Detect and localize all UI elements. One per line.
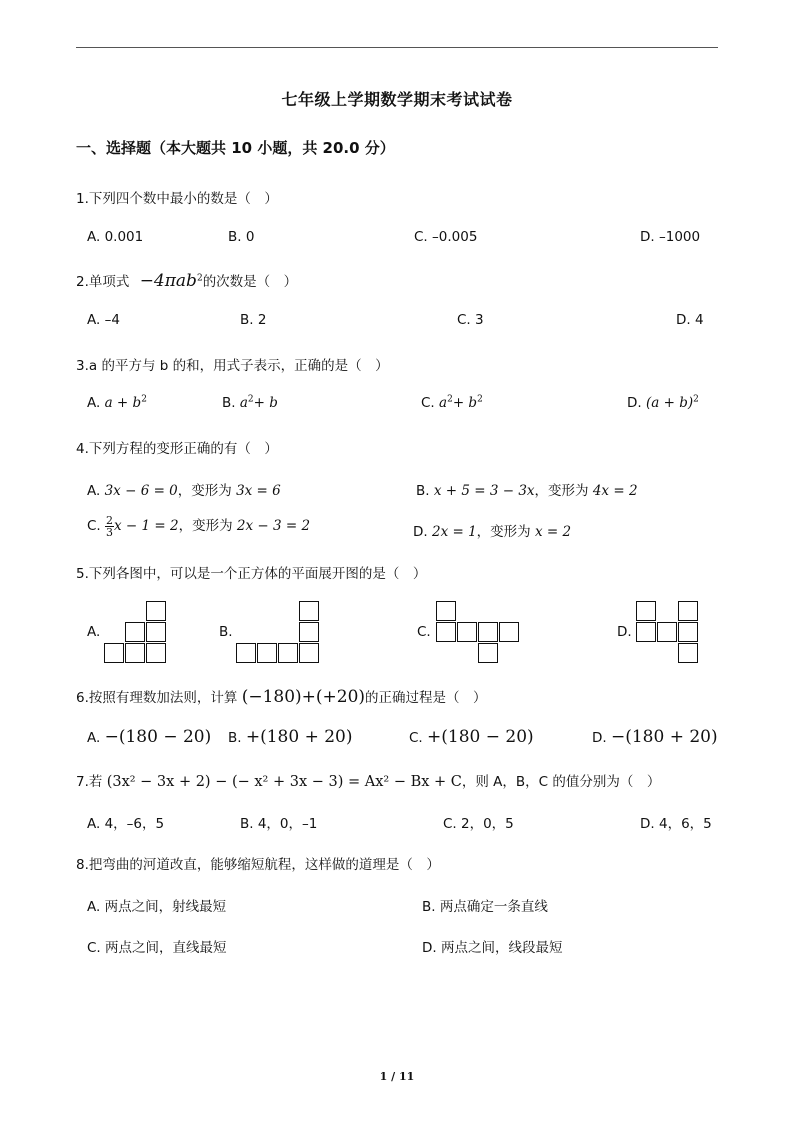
q4-option-b-label: B. <box>416 483 430 499</box>
cube-face <box>678 643 698 663</box>
question-4: 4.下列方程的变形正确的有（ ） <box>76 441 278 457</box>
q4-option-d-label: D. <box>413 524 428 540</box>
q3-option-c-expr2: + b <box>452 395 478 411</box>
q3-option-b-expr2: + b <box>253 395 278 411</box>
q7-option-a: A. 4，–6，5 <box>87 816 165 832</box>
question-2 <box>76 270 297 291</box>
question-7 <box>76 770 660 790</box>
q7-stem-pre: 7.若 <box>76 774 103 790</box>
q4-option-c <box>87 514 310 538</box>
q3-option-a-label: A. <box>87 395 101 411</box>
q6-option-a-expr: −(180 − 20) <box>104 727 212 747</box>
header-rule <box>76 47 718 48</box>
q3-option-b-label: B. <box>222 395 236 411</box>
q6-option-a-label: A. <box>87 730 101 746</box>
question-8: 8.把弯曲的河道改直，能够缩短航程，这样做的道理是（ ） <box>76 857 440 873</box>
q4-option-a-eq2: 3x = 6 <box>236 483 281 499</box>
q4-option-c-text: ，变形为 <box>178 518 233 534</box>
q4-option-b-eq1: x + 5 = 3 − 3x <box>433 483 535 499</box>
q6-stem-post: 的正确过程是（ ） <box>365 690 487 706</box>
cube-face <box>299 643 319 663</box>
q1-option-d: D. –1000 <box>640 229 701 245</box>
cube-face <box>125 622 145 642</box>
cube-face <box>146 601 166 621</box>
q4-option-a-eq1: 3x − 6 = 0 <box>104 483 178 499</box>
q6-option-b-label: B. <box>228 730 242 746</box>
q1-option-b: B. 0 <box>228 229 255 245</box>
q5-option-b-label: B. <box>219 624 233 640</box>
q4-option-a <box>87 479 281 499</box>
q3-option-d-exp: 2 <box>693 394 699 405</box>
q6-option-d-expr: −(180 + 20) <box>610 727 718 747</box>
q6-option-c-expr: +(180 − 20) <box>427 727 534 747</box>
q6-option-d-label: D. <box>592 730 607 746</box>
q3-option-c <box>421 395 483 411</box>
q8-option-b: B. 两点确定一条直线 <box>422 899 548 915</box>
q2-option-c: C. 3 <box>457 312 484 328</box>
cube-face <box>257 643 277 663</box>
q8-option-d: D. 两点之间，线段最短 <box>422 940 563 956</box>
q4-option-b <box>416 479 638 499</box>
q8-option-c: C. 两点之间，直线最短 <box>87 940 227 956</box>
cube-face <box>236 643 256 663</box>
cube-face <box>457 622 477 642</box>
q5-option-a-label: A. <box>87 624 101 640</box>
q7-stem-post: ，则 A，B，C 的值分别为（ ） <box>461 774 661 790</box>
q3-option-a-exp: 2 <box>141 394 147 405</box>
q4-option-c-fraction <box>105 515 114 538</box>
q2-exponent: 2 <box>196 273 203 284</box>
page-title: 七年级上学期数学期末考试试卷 <box>281 90 513 109</box>
q4-option-b-eq2: 4x = 2 <box>592 483 638 499</box>
q2-option-d: D. 4 <box>676 312 704 328</box>
cube-face <box>678 601 698 621</box>
q4-option-b-text: ，变形为 <box>534 483 589 499</box>
q1-option-a: A. 0.001 <box>87 229 144 245</box>
q3-option-b <box>222 395 278 411</box>
q3-option-d <box>627 395 699 411</box>
cube-face <box>478 622 498 642</box>
q7-expression: (3x² − 3x + 2) − (− x² + 3x − 3) = Ax² − Bx + C <box>106 774 462 790</box>
cube-face <box>299 601 319 621</box>
cube-face <box>436 601 456 621</box>
q1-option-c: C. –0.005 <box>414 229 478 245</box>
q2-stem-post: 的次数是（ ） <box>202 274 298 290</box>
cube-face <box>146 622 166 642</box>
cube-face <box>678 622 698 642</box>
q4-option-c-fraction-num: 2 <box>106 513 114 527</box>
cube-face <box>299 622 319 642</box>
q6-option-b <box>228 727 353 747</box>
q4-option-d <box>413 520 571 540</box>
q2-stem-pre: 2.单项式 <box>76 274 130 290</box>
page-number: 1 / 11 <box>379 1070 415 1083</box>
q6-option-d <box>592 727 718 747</box>
cube-face <box>478 643 498 663</box>
q5-option-d-label: D. <box>617 624 632 640</box>
q7-option-b: B. 4，0，–1 <box>240 816 318 832</box>
q4-option-d-eq2: x = 2 <box>534 524 572 540</box>
q4-option-a-text: ，变形为 <box>177 483 232 499</box>
q7-option-d: D. 4，6，5 <box>640 816 712 832</box>
question-3: 3.a 的平方与 b 的和，用式子表示，正确的是（ ） <box>76 358 389 374</box>
q2-expression: −4πab <box>139 271 197 291</box>
q2-option-b: B. 2 <box>240 312 267 328</box>
q4-option-d-text: ，变形为 <box>476 524 531 540</box>
cube-face <box>657 622 677 642</box>
question-5: 5.下列各图中，可以是一个正方体的平面展开图的是（ ） <box>76 566 427 582</box>
q4-option-c-eq1: x − 1 = 2 <box>114 518 179 534</box>
q6-option-b-expr: +(180 + 20) <box>245 727 353 747</box>
cube-face <box>278 643 298 663</box>
cube-face <box>146 643 166 663</box>
q6-option-c <box>409 727 534 747</box>
q3-option-b-exp: 2 <box>247 394 254 405</box>
q4-option-c-eq2: 2x − 3 = 2 <box>236 518 311 534</box>
q5-option-c-label: C. <box>417 624 431 640</box>
q3-option-b-expr1: a <box>239 395 248 411</box>
q4-option-c-label: C. <box>87 518 101 534</box>
cube-face <box>436 622 456 642</box>
q3-option-d-expr: (a + b) <box>645 395 694 411</box>
cube-face <box>636 622 656 642</box>
cube-face <box>499 622 519 642</box>
cube-face <box>104 643 124 663</box>
q3-option-a <box>87 395 147 411</box>
cube-face <box>636 601 656 621</box>
q3-option-a-expr: a + b <box>104 395 142 411</box>
q6-expression: (−180)+(+20) <box>241 687 366 707</box>
cube-face <box>125 643 145 663</box>
q3-option-c-exp2: 2 <box>477 394 483 405</box>
q4-option-a-label: A. <box>87 483 101 499</box>
q7-option-c: C. 2，0，5 <box>443 816 514 832</box>
section-heading: 一、选择题（本大题共 10 小题，共 20.0 分） <box>76 139 395 157</box>
q8-option-a: A. 两点之间，射线最短 <box>87 899 227 915</box>
q6-stem-pre: 6.按照有理数加法则，计算 <box>76 690 238 706</box>
q2-option-a: A. –4 <box>87 312 120 328</box>
q6-option-a <box>87 727 211 747</box>
q4-option-c-fraction-den: 3 <box>106 525 114 539</box>
q4-option-d-eq1: 2x = 1 <box>431 524 477 540</box>
q3-option-c-exp1: 2 <box>447 394 453 405</box>
q3-option-d-label: D. <box>627 395 642 411</box>
q3-option-c-expr1: a <box>439 395 448 411</box>
q6-option-c-label: C. <box>409 730 423 746</box>
question-1: 1.下列四个数中最小的数是（ ） <box>76 191 278 207</box>
q3-option-c-label: C. <box>421 395 435 411</box>
question-6 <box>76 686 487 707</box>
